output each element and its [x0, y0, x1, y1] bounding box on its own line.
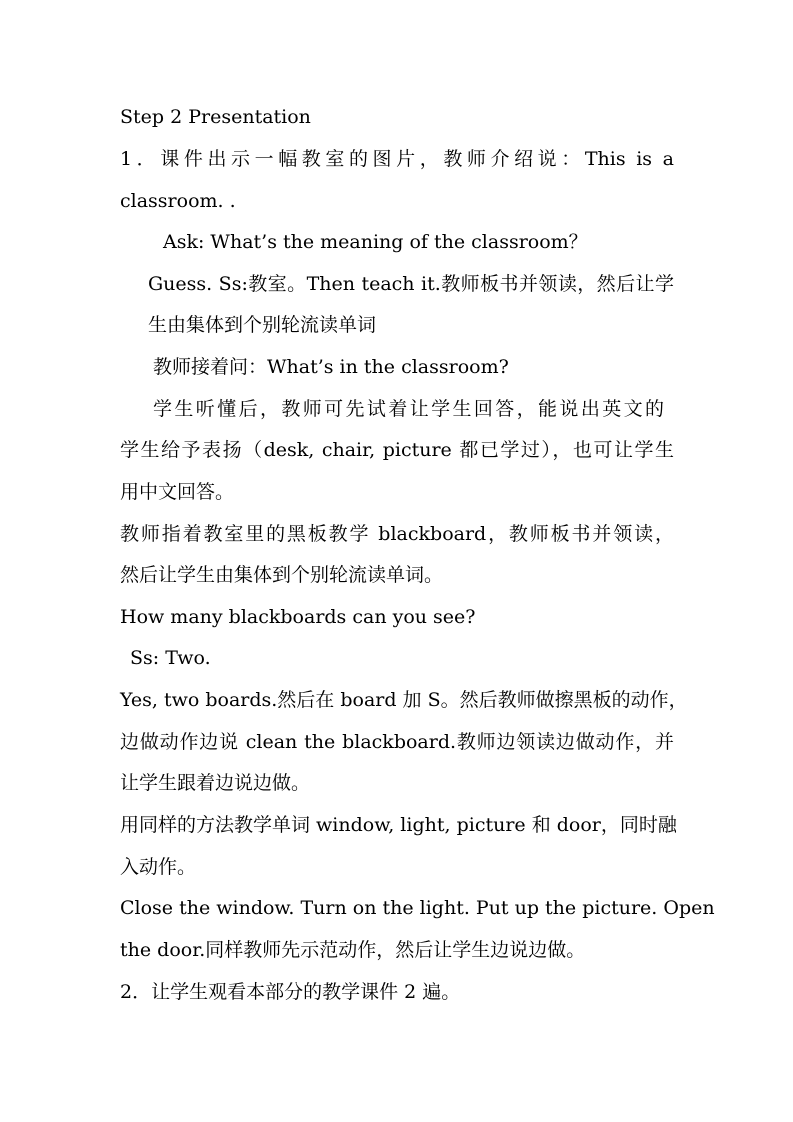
paragraph-line: classroom. . [120, 190, 236, 212]
paragraph-line: 边做动作边说 clean the blackboard.教师边领读边做动作，并 [120, 731, 674, 753]
paragraph-line: 教师接着问：What’s in the classroom? [153, 356, 509, 378]
paragraph-line: Ss: Two. [130, 647, 211, 669]
paragraph-line: Yes, two boards.然后在 board 加 S。然后教师做擦黑板的动作， [120, 689, 688, 711]
paragraph-line: How many blackboards can you see? [120, 606, 476, 628]
paragraph-line: 学生听懂后，教师可先试着让学生回答，能说出英文的 [153, 398, 664, 420]
paragraph-line: 教师指着教室里的黑板教学 blackboard，教师板书并领读， [120, 523, 674, 545]
section-heading: Step 2 Presentation [120, 106, 311, 128]
paragraph-line: 然后让学生由集体到个别轮流读单词。 [120, 564, 444, 586]
paragraph-line: Close the window. Turn on the light. Put up the picture. Open [120, 897, 715, 919]
paragraph-line: Ask: What’s the meaning of the classroom？ [163, 231, 588, 253]
paragraph-line: the door.同样教师先示范动作，然后让学生边说边做。 [120, 939, 586, 961]
paragraph-line: 学生给予表扬（desk, chair, picture 都已学过），也可让学生 [120, 439, 674, 461]
paragraph-line: 用同样的方法教学单词 window, light, picture 和 door，同时融 [120, 814, 677, 836]
paragraph-line: 生由集体到个别轮流读单词 [148, 314, 377, 336]
paragraph-line: 1．课件出示一幅教室的图片，教师介绍说：This is a [120, 148, 674, 170]
paragraph-line: 用中文回答。 [120, 481, 235, 503]
paragraph-line: 让学生跟着边说边做。 [120, 772, 311, 794]
paragraph-line: Guess. Ss:教室。Then teach it.教师板书并领读，然后让学 [148, 273, 674, 295]
paragraph-line: 入动作。 [120, 856, 197, 878]
paragraph-line: 2．让学生观看本部分的教学课件 2 遍。 [120, 981, 461, 1003]
